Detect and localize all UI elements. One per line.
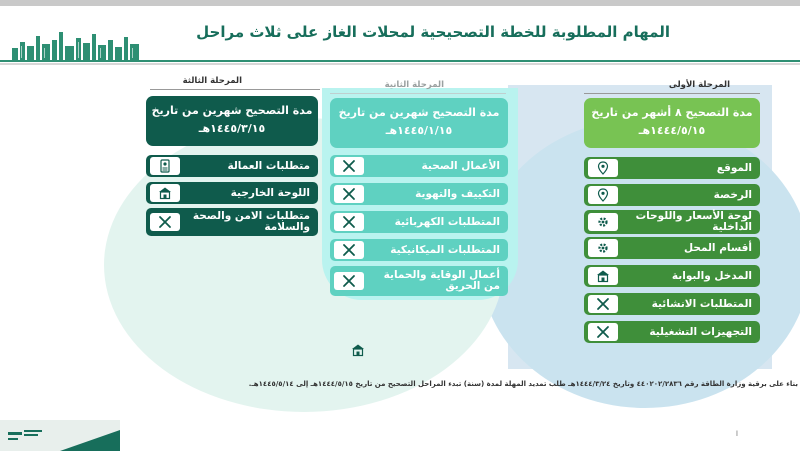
tools-icon (588, 323, 618, 341)
gear-icon (588, 239, 618, 257)
stage3-item (146, 208, 318, 236)
storefront-icon (150, 184, 180, 202)
header-divider (0, 60, 800, 62)
stage3-header-duration: مدة التصحيح شهرين من تاريخ (151, 104, 313, 117)
stage3-label-line (150, 89, 320, 90)
gear-icon (588, 213, 618, 231)
stage3-item (146, 155, 318, 177)
stage3-item-label: اللوحة الخارجية (230, 186, 310, 199)
stage1-item-label: المتطلبات الانشائية (651, 297, 752, 310)
page-title: المهام المطلوبة للخطة التصحيحية لمحلات الغاز على ثلاث مراحل (196, 23, 670, 41)
id-badge-icon (150, 157, 180, 175)
stage2-item-label: المتطلبات الكهربائية (394, 215, 500, 228)
tools-icon (334, 241, 364, 259)
stage2-item (330, 239, 508, 261)
stage1-label-line (584, 93, 760, 94)
stage2-label: المرحلة الثانية (384, 80, 444, 90)
stage1-header (584, 98, 760, 148)
header-divider-secondary (0, 63, 800, 65)
stage1-item (584, 265, 760, 287)
stage3-header (146, 96, 318, 146)
page-marker: ا (736, 430, 738, 438)
stage2-item-label: المتطلبات الميكانيكية (390, 243, 500, 256)
stage3-header-date: ١٤٤٥/٣/١٥هـ (198, 122, 266, 135)
stage1-item-label: الرخصة (713, 188, 752, 201)
stage1-item (584, 237, 760, 259)
stage2-item-label: التكييف والتهوية (415, 187, 500, 200)
tools-icon (150, 213, 180, 231)
stage2-item-label: أعمال الوقاية والحماية من الحريق (383, 269, 500, 292)
stage3-item-label: متطلبات الامن والصحة والسلامة (192, 210, 310, 233)
stage3-item (146, 182, 318, 204)
stage1-item-label: لوحة الأسعار واللوحات الداخلية (635, 210, 752, 233)
storefront-icon (588, 267, 618, 285)
stage1-label: المرحلة الأولى (668, 80, 730, 90)
stage3-item-label: متطلبات العمالة (227, 159, 310, 172)
stage1-header-date: ١٤٤٤/٥/١٥هـ (638, 124, 706, 137)
stage1-item (584, 321, 760, 343)
stage2-label-line (330, 93, 506, 94)
stage1-item-label: المدخل والبوابة (671, 269, 752, 282)
footnote: بناء على برقية وزارة الطاقة رقم ٤٤٠٢٠٢/٢٨٣٦ وتاريخ ١٤٤٤/٣/٢٤هـ طلب تمديد المهلة لمدة (سنة) تبدء المراحل التصحيح من تاريخ ١٤٤٤/٥/١٥هـ إلى ١٤٤٥/٥/١٤هـ. (248, 380, 798, 388)
stage1-item (584, 157, 760, 179)
stage3-label: المرحلة الثالثة (182, 76, 242, 86)
vision-logo-band (0, 420, 120, 451)
top-bar (0, 0, 800, 6)
tools-icon (334, 272, 364, 290)
tools-icon (334, 185, 364, 203)
city-skyline-logo (8, 28, 148, 62)
stage2-item (330, 183, 508, 205)
stage2-header (330, 98, 508, 148)
stage2-item (330, 266, 508, 296)
stage2-header-duration: مدة التصحيح شهرين من تاريخ (338, 106, 500, 119)
tools-icon (588, 295, 618, 313)
stage1-header-duration: مدة التصحيح ٨ أشهر من تاريخ (591, 106, 753, 119)
storefront-icon (351, 343, 365, 357)
stage1-item (584, 293, 760, 315)
stage2-item (330, 211, 508, 233)
stage1-item (584, 184, 760, 206)
tools-icon (334, 157, 364, 175)
stage1-item-label: أقسام المحل (684, 241, 752, 254)
stage2-item (330, 155, 508, 177)
stage1-item (584, 210, 760, 234)
stage1-item-label: الموقع (716, 161, 752, 174)
stage1-item-label: التجهيزات التشغيلية (649, 325, 752, 338)
stage2-item-label: الأعمال الصحية (421, 159, 500, 172)
location-pin-icon (588, 186, 618, 204)
stage2-header-date: ١٤٤٥/١/١٥هـ (385, 124, 453, 137)
tools-icon (334, 213, 364, 231)
location-pin-icon (588, 159, 618, 177)
